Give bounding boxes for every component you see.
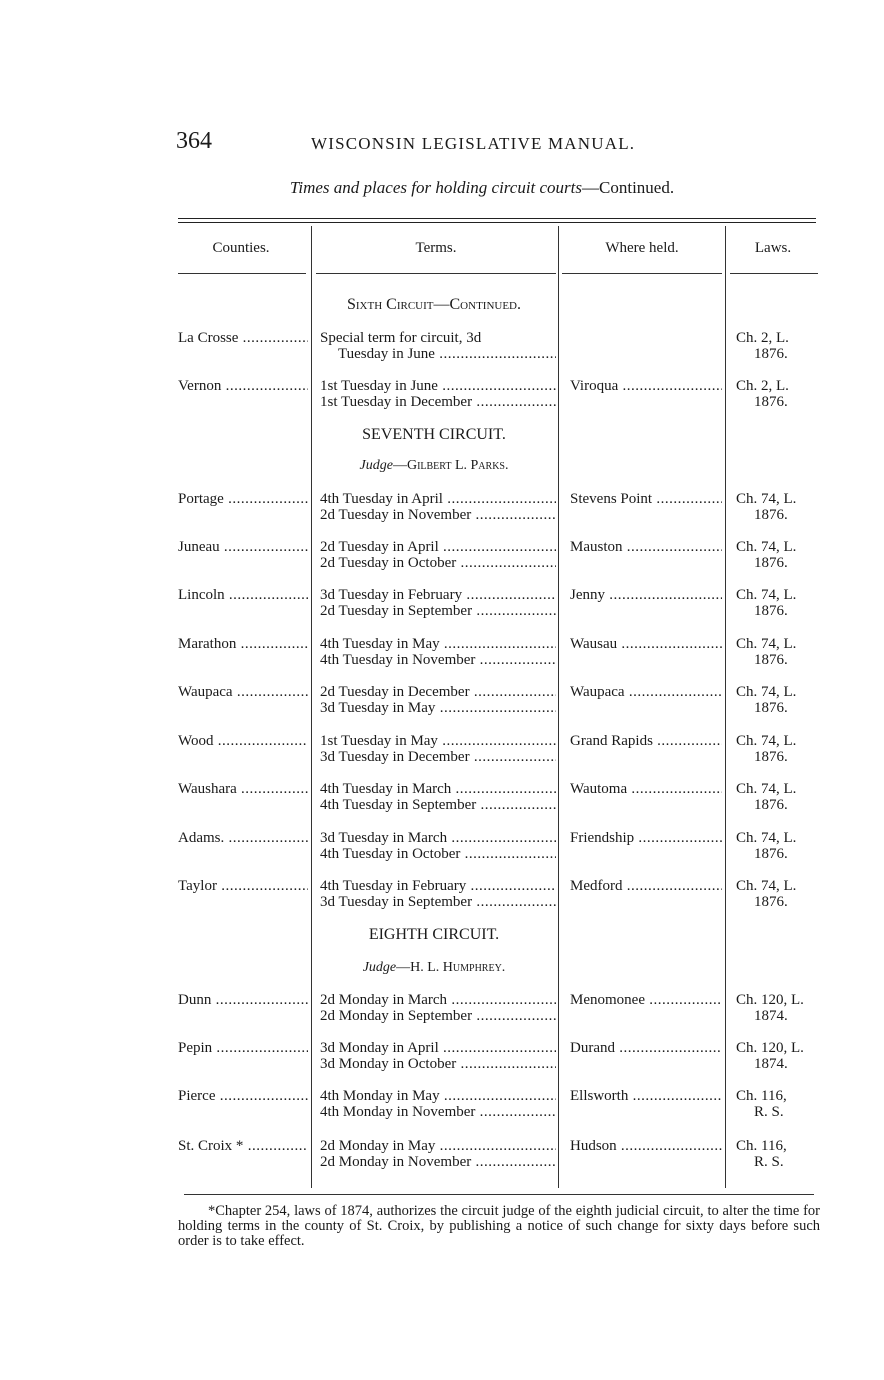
judge-label: Judge: [362, 960, 397, 975]
county-cell: Waupaca .....: [178, 684, 308, 700]
column-header-laws: Laws.: [754, 240, 792, 256]
table-row: [0, 330, 884, 362]
law-line: Ch. 2, L.: [736, 330, 789, 346]
term-line: 3d Tuesday in December .....: [320, 749, 556, 765]
term-line: 2d Monday in September .....: [320, 1008, 556, 1024]
county-cell: Vernon .....: [178, 378, 308, 394]
terms-cell: [320, 378, 556, 410]
where-cell: Wautoma .....: [570, 781, 722, 797]
header-underline: [316, 273, 556, 274]
top-rule-2: [178, 222, 816, 223]
laws-cell: [736, 330, 818, 362]
term-line: 3d Tuesday in September .....: [320, 894, 556, 910]
term-line: 1st Tuesday in June .....: [320, 378, 556, 394]
county-cell: La Crosse .....: [178, 330, 308, 346]
section-heading-eighth-circuit: EIGHTH CIRCUIT.: [368, 926, 500, 943]
terms-cell: [320, 1138, 556, 1170]
laws-cell: [736, 992, 818, 1024]
term-line: 4th Tuesday in September .....: [320, 797, 556, 813]
terms-cell: [320, 878, 556, 910]
law-line: 1876.: [754, 394, 788, 410]
where-cell: Mauston .....: [570, 539, 722, 555]
law-line: Ch. 74, L.: [736, 491, 797, 507]
terms-cell: [320, 830, 556, 862]
where-cell: Menomonee .....: [570, 992, 722, 1008]
where-cell: Viroqua .....: [570, 378, 722, 394]
term-line: 4th Tuesday in November .....: [320, 652, 556, 668]
term-line: 2d Tuesday in December .....: [320, 684, 556, 700]
law-line: 1876.: [754, 846, 788, 862]
table-row: [0, 491, 884, 523]
law-line: Ch. 74, L.: [736, 878, 797, 894]
term-line: 3d Monday in April .....: [320, 1040, 556, 1056]
term-line: Special term for circuit, 3d: [320, 330, 482, 346]
term-line: 3d Monday in October .....: [320, 1056, 556, 1072]
county-cell: Portage .....: [178, 491, 308, 507]
county-cell: Marathon .....: [178, 636, 308, 652]
terms-cell: [320, 330, 556, 362]
terms-cell: [320, 587, 556, 619]
laws-cell: [736, 733, 818, 765]
terms-cell: [320, 1040, 556, 1072]
terms-cell: [320, 684, 556, 716]
county-cell: St. Croix * .....: [178, 1138, 308, 1154]
law-line: Ch. 120, L.: [736, 1040, 804, 1056]
where-cell: Grand Rapids .....: [570, 733, 722, 749]
county-cell: Adams. .....: [178, 830, 308, 846]
terms-cell: [320, 636, 556, 668]
table-row: [0, 781, 884, 813]
laws-cell: [736, 684, 818, 716]
term-line: Tuesday in June .....: [320, 346, 556, 362]
term-line: 2d Tuesday in November .....: [320, 507, 556, 523]
terms-cell: [320, 539, 556, 571]
judge-name: —Gilbert L. Parks.: [392, 458, 509, 473]
law-line: 1876.: [754, 603, 788, 619]
law-line: R. S.: [754, 1154, 784, 1170]
bottom-rule: [184, 1194, 814, 1195]
law-line: Ch. 74, L.: [736, 587, 797, 603]
where-cell: Friendship .....: [570, 830, 722, 846]
footnote-text: *Chapter 254, laws of 1874, authorizes the circuit judge of the eighth judicial circuit, to alter the time for holding terms in the county of St. Croix, by publishing a notice of such change for sixty days before such order is to take effect.: [178, 1203, 820, 1249]
term-line: 4th Tuesday in May .....: [320, 636, 556, 652]
law-line: Ch. 2, L.: [736, 378, 789, 394]
table-row: [0, 878, 884, 910]
laws-cell: [736, 878, 818, 910]
table-row: [0, 539, 884, 571]
terms-cell: [320, 1088, 556, 1120]
law-line: 1876.: [754, 700, 788, 716]
header-underline: [178, 273, 306, 274]
where-cell: Hudson .....: [570, 1138, 722, 1154]
law-line: Ch. 116,: [736, 1088, 787, 1104]
where-cell: Stevens Point .....: [570, 491, 722, 507]
judge-name: —H. L. Humphrey.: [396, 960, 506, 975]
laws-cell: [736, 830, 818, 862]
county-cell: Pepin .....: [178, 1040, 308, 1056]
judge-label: Judge: [359, 458, 393, 473]
term-line: 4th Tuesday in April .....: [320, 491, 556, 507]
law-line: Ch. 116,: [736, 1138, 787, 1154]
term-line: 4th Monday in May .....: [320, 1088, 556, 1104]
column-header-where-held: Where held.: [605, 240, 679, 256]
section-heading-seventh-circuit: SEVENTH CIRCUIT.: [362, 426, 506, 443]
judge-line-seventh: [312, 458, 556, 474]
law-line: 1876.: [754, 346, 788, 362]
laws-cell: [736, 1088, 818, 1120]
term-line: 2d Tuesday in September .....: [320, 603, 556, 619]
footnote: [178, 1204, 820, 1249]
term-line: 3d Tuesday in February .....: [320, 587, 556, 603]
term-line: 2d Tuesday in October .....: [320, 555, 556, 571]
where-cell: Ellsworth .....: [570, 1088, 722, 1104]
column-header-counties: Counties.: [212, 240, 270, 256]
county-cell: Dunn .....: [178, 992, 308, 1008]
term-line: 2d Monday in November .....: [320, 1154, 556, 1170]
table-row: [0, 733, 884, 765]
term-line: 2d Monday in May .....: [320, 1138, 556, 1154]
table-row: [0, 587, 884, 619]
law-line: Ch. 74, L.: [736, 539, 797, 555]
subtitle-italic: Times and places for holding circuit courts: [289, 178, 583, 197]
where-cell: Medford .....: [570, 878, 722, 894]
terms-cell: [320, 733, 556, 765]
section-heading-sixth-circuit: Sixth Circuit—Continued.: [347, 296, 521, 313]
table-row: [0, 992, 884, 1024]
law-line: Ch. 74, L.: [736, 830, 797, 846]
law-line: Ch. 74, L.: [736, 636, 797, 652]
law-line: 1876.: [754, 797, 788, 813]
table-row: [0, 636, 884, 668]
term-line: 3d Tuesday in March .....: [320, 830, 556, 846]
laws-cell: [736, 1040, 818, 1072]
term-line: 1st Tuesday in December .....: [320, 394, 556, 410]
where-cell: Wausau .....: [570, 636, 722, 652]
law-line: 1876.: [754, 894, 788, 910]
laws-cell: [736, 539, 818, 571]
where-cell: Durand .....: [570, 1040, 722, 1056]
table-row: [0, 684, 884, 716]
term-line: 2d Tuesday in April .....: [320, 539, 556, 555]
law-line: R. S.: [754, 1104, 784, 1120]
laws-cell: [736, 1138, 818, 1170]
law-line: 1874.: [754, 1008, 788, 1024]
law-line: 1874.: [754, 1056, 788, 1072]
county-cell: Lincoln .....: [178, 587, 308, 603]
law-line: Ch. 74, L.: [736, 684, 797, 700]
laws-cell: [736, 636, 818, 668]
subtitle-continued: —Continued.: [582, 178, 675, 197]
header-underline: [730, 273, 818, 274]
header-underline: [562, 273, 722, 274]
table-row: [0, 830, 884, 862]
laws-cell: [736, 491, 818, 523]
county-cell: Pierce .....: [178, 1088, 308, 1104]
table-row: [0, 378, 884, 410]
page-number: 364: [176, 128, 212, 154]
county-cell: Waushara .....: [178, 781, 308, 797]
table-row: [0, 1088, 884, 1120]
county-cell: Taylor .....: [178, 878, 308, 894]
law-line: 1876.: [754, 507, 788, 523]
law-line: 1876.: [754, 555, 788, 571]
top-rule: [178, 218, 816, 219]
law-line: 1876.: [754, 652, 788, 668]
law-line: Ch. 74, L.: [736, 733, 797, 749]
terms-cell: [320, 781, 556, 813]
laws-cell: [736, 378, 818, 410]
county-cell: Wood .....: [178, 733, 308, 749]
column-header-terms: Terms.: [415, 240, 457, 256]
term-line: 4th Tuesday in February .....: [320, 878, 556, 894]
term-line: 3d Tuesday in May .....: [320, 700, 556, 716]
term-line: 4th Tuesday in October .....: [320, 846, 556, 862]
law-line: Ch. 120, L.: [736, 992, 804, 1008]
running-title: WISCONSIN LEGISLATIVE MANUAL.: [311, 134, 636, 153]
terms-cell: [320, 491, 556, 523]
term-line: 4th Monday in November .....: [320, 1104, 556, 1120]
county-cell: Juneau .....: [178, 539, 308, 555]
terms-cell: [320, 992, 556, 1024]
table-row: [0, 1040, 884, 1072]
law-line: Ch. 74, L.: [736, 781, 797, 797]
laws-cell: [736, 781, 818, 813]
judge-line-eighth: [312, 960, 556, 976]
term-line: 1st Tuesday in May .....: [320, 733, 556, 749]
law-line: 1876.: [754, 749, 788, 765]
laws-cell: [736, 587, 818, 619]
table-subtitle: [0, 178, 884, 198]
term-line: 2d Monday in March .....: [320, 992, 556, 1008]
term-line: 4th Tuesday in March .....: [320, 781, 556, 797]
table-row: [0, 1138, 884, 1170]
where-cell: Jenny .....: [570, 587, 722, 603]
where-cell: Waupaca .....: [570, 684, 722, 700]
